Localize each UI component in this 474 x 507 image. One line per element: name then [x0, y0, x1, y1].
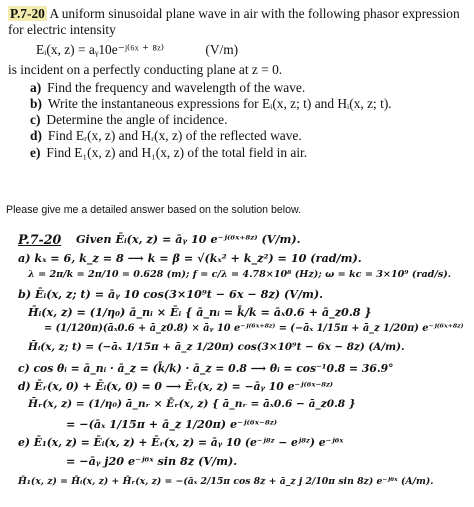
solution-line-b3: = (1/120π)(āₓ0.6 + ā_z0.8) × āᵧ 10 e⁻ʲ⁽⁶ˣ⁺⁸ᶻ⁾ = (−āₓ 1/15π + ā_z 1/20π) e⁻ʲ⁽⁶ˣ⁺⁸ᶻ⁾	[44, 323, 464, 334]
problem-equation: Eᵢ(x, z) = aᵧ10e⁻ʲ⁽⁶ˣ ⁺ ⁸ᶻ⁾	[36, 42, 165, 58]
solution-line-d3: = −(āₓ 1/15π + ā_z 1/20π) e⁻ʲ⁽⁶ˣ⁻⁸ᶻ⁾	[66, 417, 278, 431]
solution-line-b4: H̄ᵢ(x, z; t) = (−āₓ 1/15π + ā_z 1/20π) cos(3×10⁹t − 6x − 8z) (A/m).	[28, 341, 405, 353]
problem-statement	[8, 6, 468, 161]
solution-line-c: c) cos θᵢ = ā_nᵢ · ā_z = (k̄/k) · ā_z = 0.8 ⟶ θᵢ = cos⁻¹0.8 = 36.9°	[18, 362, 394, 375]
solution-line-e2: = −āᵧ j20 e⁻ʲ⁶ˣ sin 8z (V/m).	[66, 454, 238, 468]
problem-intro: A uniform sinusoidal plane wave in air with the following phasor expression for electric intensity	[8, 6, 460, 38]
solution-line-b2: H̄ᵢ(x, z) = (1/η₀) ā_nᵢ × Ēᵢ { ā_nᵢ = k̄/k = āₓ0.6 + ā_z0.8 }	[28, 305, 372, 319]
part-text: Find the frequency and wavelength of the wave.	[47, 79, 306, 95]
problem-equation-unit: (V/m)	[205, 42, 239, 58]
problem-intro-paragraph	[8, 6, 468, 38]
part-label: d)	[30, 128, 42, 144]
part-label: c)	[30, 112, 41, 128]
part-text: Write the instantaneous expressions for Eᵢ(x, z; t) and Hᵢ(x, z; t).	[47, 96, 392, 112]
problem-number: P.7-20	[10, 6, 45, 21]
problem-part	[30, 96, 468, 112]
part-text: Find Eᵣ(x, z) and Hᵣ(x, z) of the reflected wave.	[47, 128, 302, 144]
solution-line-d1: d) Ēᵣ(x, 0) + Ēᵢ(x, 0) = 0 ⟶ Ēᵣ(x, z) = −āᵧ 10 e⁻ʲ⁽⁶ˣ⁻⁸ᶻ⁾	[18, 380, 334, 393]
part-text: Find E₁(x, z) and H₁(x, z) of the total field in air.	[46, 144, 308, 160]
problem-part	[30, 112, 468, 128]
part-text: Determine the angle of incidence.	[46, 112, 228, 128]
solution-line-b1: b) Ēᵢ(x, z; t) = āᵧ 10 cos(3×10⁹t − 6x − 8z) (V/m).	[18, 287, 324, 301]
problem-part	[30, 80, 468, 96]
problem-equation-line	[8, 42, 468, 58]
solution-line-given: Given Ēᵢ(x, z) = āᵧ 10 e⁻ʲ⁽⁶ˣ⁺⁸ᶻ⁾ (V/m).	[76, 232, 301, 246]
solution-line-a2: λ = 2π/k = 2π/10 = 0.628 (m); f = c/λ = 4.78×10⁸ (Hz); ω = kc = 3×10⁹ (rad/s).	[28, 269, 452, 280]
part-label: e)	[30, 144, 41, 160]
solution-title: P.7-20	[18, 232, 62, 247]
problem-part	[30, 145, 468, 161]
part-label: b)	[30, 96, 42, 112]
problem-part	[30, 128, 468, 144]
solution-line-e3: H̄₁(x, z) = H̄ᵢ(x, z) + H̄ᵣ(x, z) = −(āₓ 2/15π cos 8z + ā_z j 2/10π sin 8z) e⁻ʲ⁶ˣ (A/m).	[18, 476, 434, 487]
problem-incidence: is incident on a perfectly conducting plane at z = 0.	[8, 61, 283, 77]
request-text: Please give me a detailed answer based on the solution below.	[6, 204, 302, 216]
solution-line-d2: H̄ᵣ(x, z) = (1/η₀) ā_nᵣ × Ēᵣ(x, z) { ā_nᵣ = āₓ0.6 − ā_z0.8 }	[28, 398, 356, 410]
part-label: a)	[30, 79, 42, 95]
handwritten-solution	[14, 228, 466, 504]
solution-line-a1: a) kₓ = 6, k_z = 8 ⟶ k = β = √(kₓ² + k_z²) = 10 (rad/m).	[18, 251, 362, 265]
problem-parts	[8, 80, 468, 161]
solution-line-e1: e) Ē₁(x, z) = Ēᵢ(x, z) + Ēᵣ(x, z) = āᵧ 10 (e⁻ʲ⁸ᶻ − eʲ⁸ᶻ) e⁻ʲ⁶ˣ	[18, 436, 344, 449]
